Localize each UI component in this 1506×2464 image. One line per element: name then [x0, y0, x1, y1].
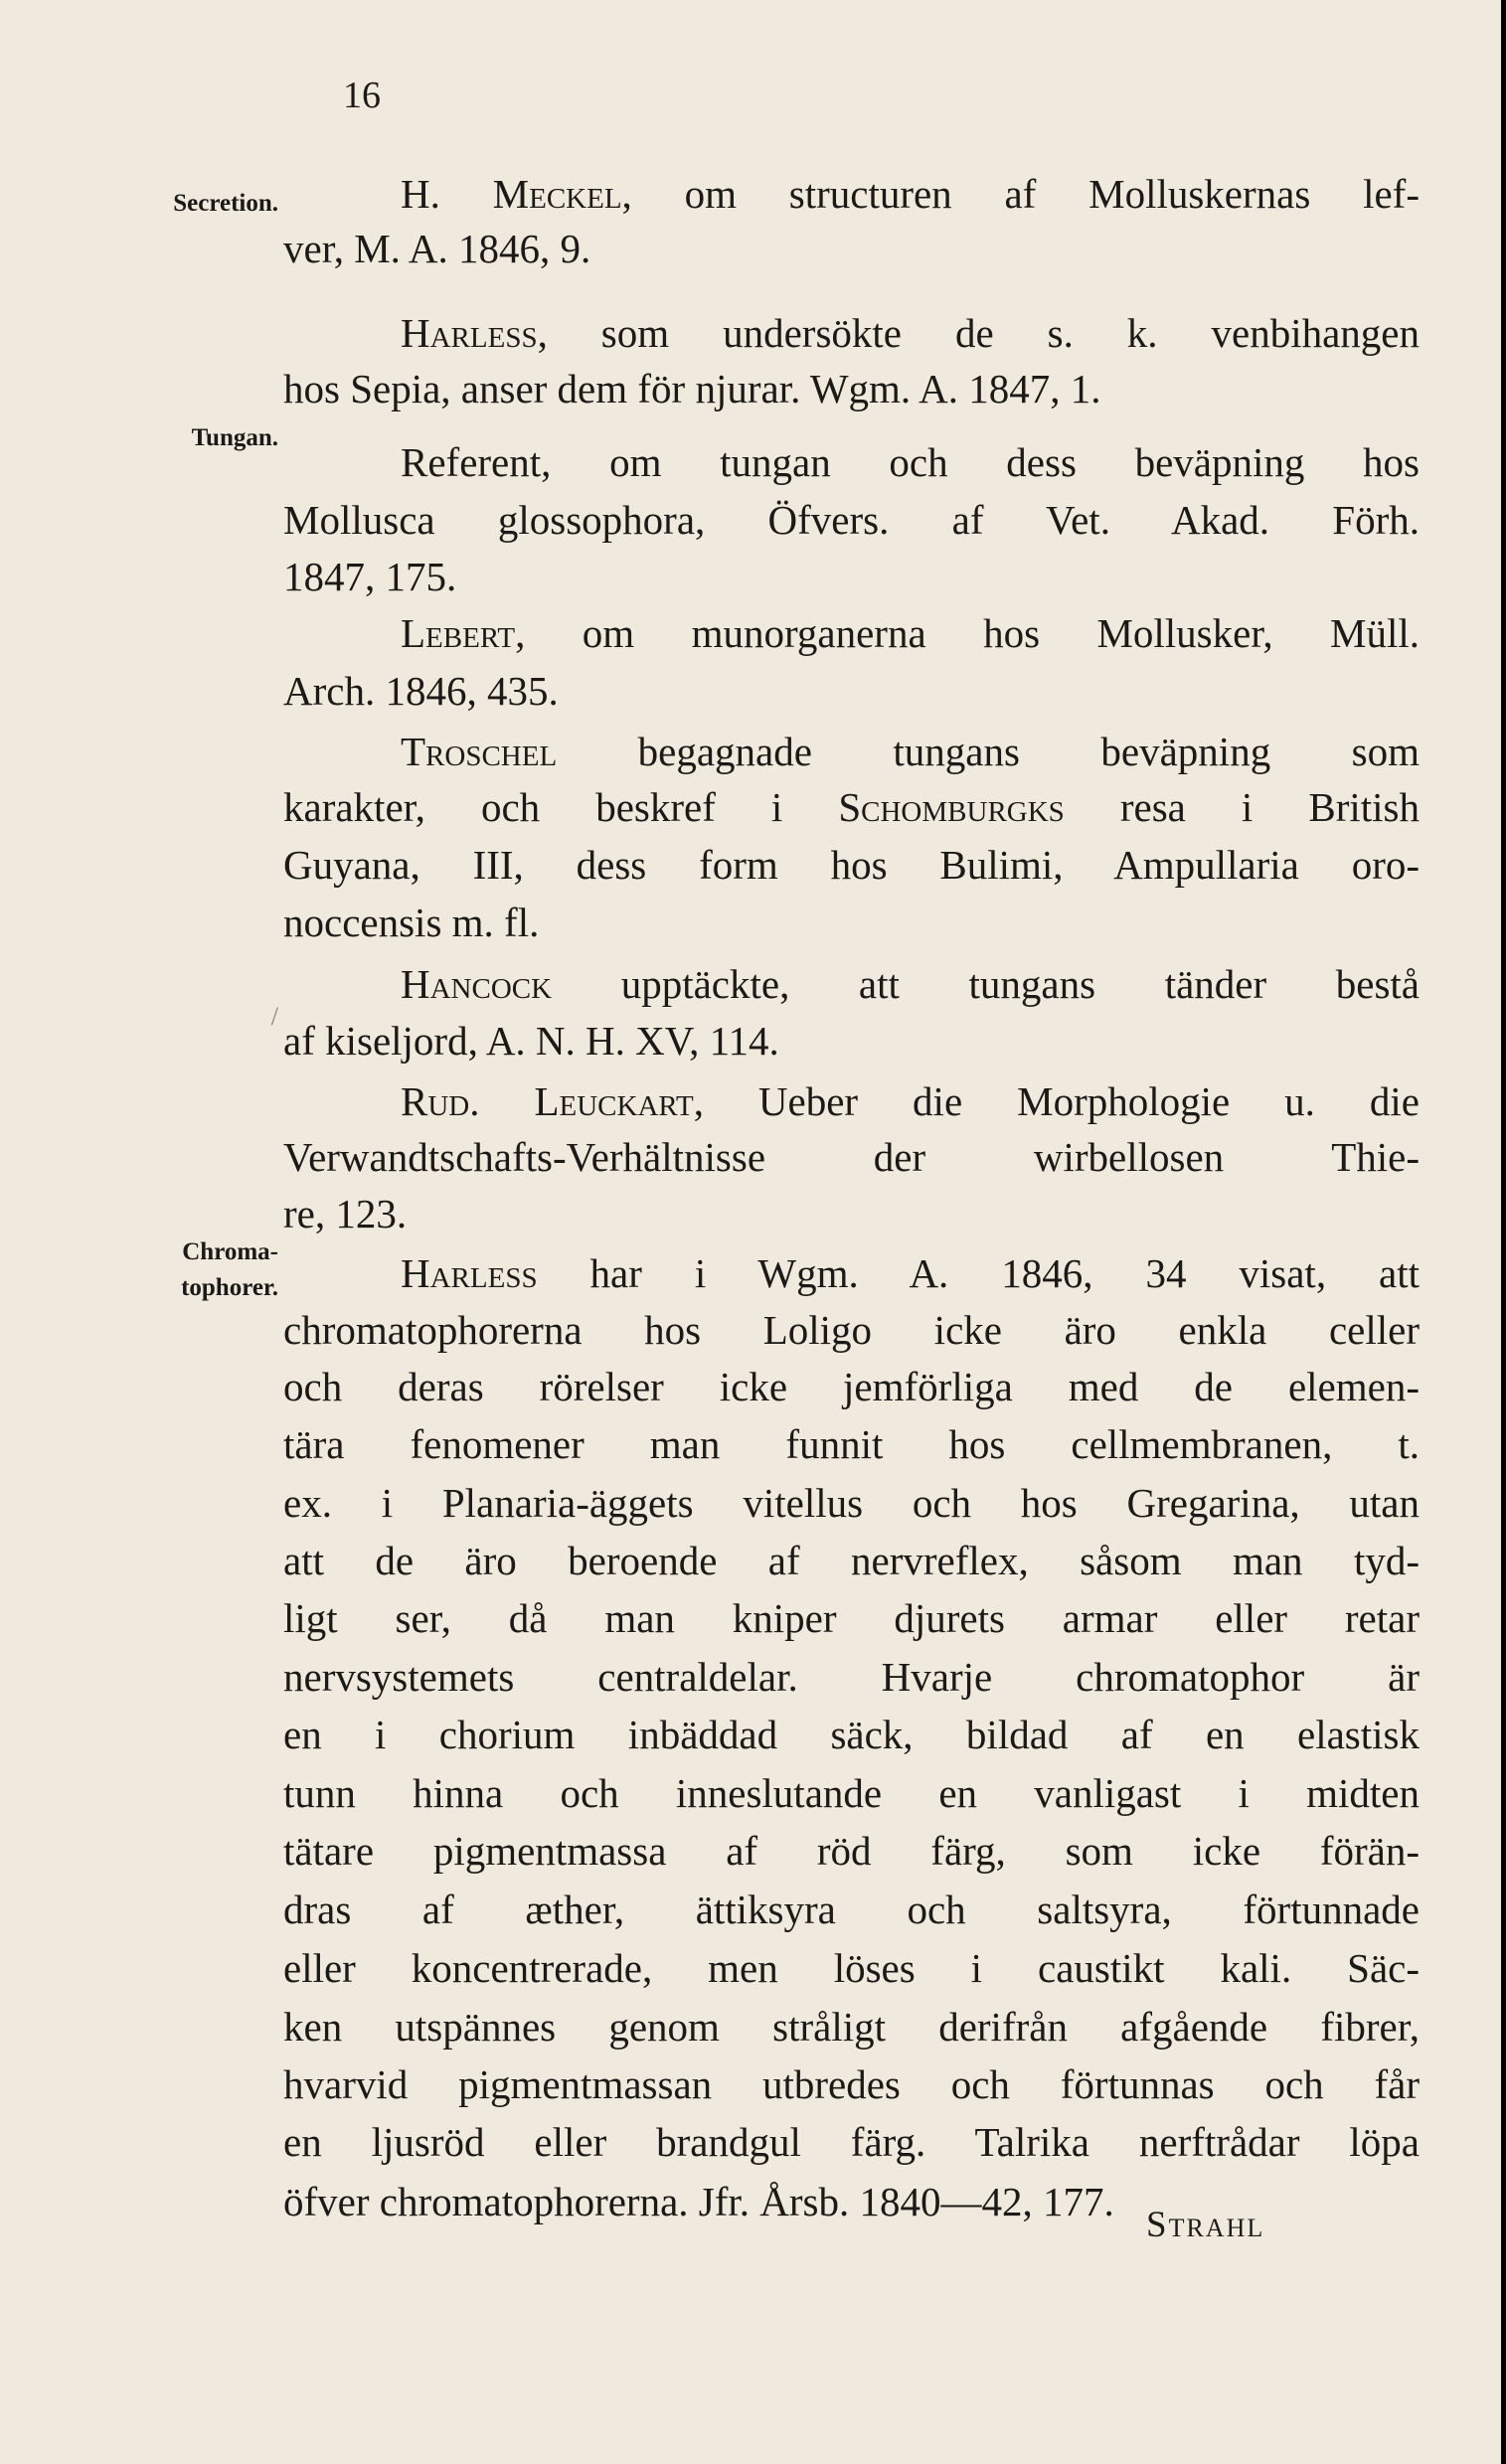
line-text: hos Sepia, anser dem för njurar. Wgm. A. 1847, 1.	[283, 366, 1101, 411]
author-name: Rud. Leuckart	[401, 1078, 694, 1124]
line-text-pre: karakter, och beskref i	[283, 784, 839, 830]
text-line	[283, 1943, 1420, 1993]
margin-note-tungan: Tungan.	[191, 424, 278, 451]
line-text: , som undersökte de s. k. venbihangen	[537, 310, 1420, 356]
margin-stroke-mark: /	[270, 1002, 278, 1031]
line-text: Guyana, III, dess form hos Bulimi, Ampullaria oro-	[283, 842, 1420, 888]
line-text: nervsystemets centraldelar. Hvarje chromatophor är	[283, 1654, 1420, 1700]
line-text: en ljusröd eller brandgul färg. Talrika nerftrådar löpa	[283, 2119, 1420, 2165]
text-line	[283, 782, 1420, 832]
text-line	[283, 552, 1420, 601]
text-line	[401, 1076, 1420, 1126]
page-number: 16	[343, 75, 381, 116]
text-line	[283, 1768, 1420, 1818]
text-line	[401, 169, 1420, 219]
text-line	[283, 1826, 1420, 1876]
line-text: , om munorganerna hos Mollusker, Müll.	[515, 610, 1420, 656]
line-text: Verwandtschafts-Verhältnisse der wirbellosen Thie-	[283, 1134, 1420, 1180]
text-line	[283, 1885, 1420, 1934]
line-text: 1847, 175.	[283, 554, 457, 599]
line-text: öfver chromatophorerna. Jfr. Årsb. 1840—42, 177.	[283, 2179, 1114, 2224]
line-text: upptäckte, att tungans tänder bestå	[552, 961, 1420, 1007]
line-text: , Ueber die Morphologie u. die	[693, 1078, 1420, 1124]
text-line	[283, 495, 1420, 545]
line-text: eller koncentrerade, men löses i caustikt kali. Säc-	[283, 1945, 1420, 1991]
line-text: ver, M. A. 1846, 9.	[283, 226, 591, 271]
text-line	[283, 364, 1420, 413]
signature: Strahl	[1146, 2205, 1265, 2245]
text-line	[283, 1478, 1420, 1528]
author-name: H. Meckel	[401, 171, 622, 217]
text-line	[283, 1362, 1420, 1411]
text-line	[283, 840, 1420, 890]
text-line	[283, 666, 1420, 716]
line-text: , om structuren af Molluskernas lef-	[621, 171, 1420, 217]
margin-note-chroma: Chroma-	[182, 1238, 278, 1265]
text-line	[283, 1132, 1420, 1182]
text-line	[283, 1189, 1420, 1238]
line-text: tätare pigmentmassa af röd färg, som icke förän-	[283, 1828, 1420, 1874]
author-name: Harless	[401, 310, 538, 356]
line-text: tunn hinna och inneslutande en vanligast i midten	[283, 1770, 1420, 1816]
line-text: att de äro beroende af nervreflex, såsom man tyd-	[283, 1538, 1420, 1583]
line-text: ken utspännes genom stråligt derifrån afgående fibrer,	[283, 2004, 1420, 2050]
text-line	[283, 224, 1420, 273]
text-line	[401, 959, 1420, 1009]
line-text: och deras rörelser icke jemförliga med de elemen-	[283, 1364, 1420, 1409]
line-text: Mollusca glossophora, Öfvers. af Vet. Akad. Förh.	[283, 497, 1420, 543]
line-text: af kiseljord, A. N. H. XV, 114.	[283, 1018, 779, 1064]
line-text: Arch. 1846, 435.	[283, 668, 559, 714]
line-text: Referent, om tungan och dess beväpning hos	[401, 439, 1420, 485]
margin-note-secretion: Secretion.	[173, 190, 278, 217]
author-name: Lebert	[401, 610, 516, 656]
author-name: Hancock	[401, 961, 553, 1007]
line-text: ex. i Planaria-äggets vitellus och hos Gregarina, utan	[283, 1480, 1420, 1526]
text-line	[283, 1710, 1420, 1759]
author-name: Harless	[401, 1250, 538, 1296]
author-name: Schomburgks	[838, 784, 1065, 830]
line-text: en i chorium inbäddad säck, bildad af en elastisk	[283, 1712, 1420, 1757]
text-line	[401, 437, 1420, 487]
line-text: ligt ser, då man kniper djurets armar eller retar	[283, 1595, 1420, 1641]
text-line	[283, 1419, 1420, 1469]
line-text: har i Wgm. A. 1846, 34 visat, att	[537, 1250, 1420, 1296]
text-line	[401, 608, 1420, 658]
text-line	[283, 1593, 1420, 1643]
text-line	[283, 1016, 1420, 1066]
line-text: re, 123.	[283, 1191, 408, 1236]
line-text: noccensis m. fl.	[283, 900, 540, 945]
line-text: hvarvid pigmentmassan utbredes och förtunnas och får	[283, 2061, 1420, 2107]
line-text: dras af æther, ättiksyra och saltsyra, förtunnade	[283, 1887, 1420, 1932]
text-line	[401, 727, 1420, 776]
text-line	[283, 2002, 1420, 2052]
line-text: tära fenomener man funnit hos cellmembranen, t.	[283, 1421, 1420, 1467]
text-line	[401, 1248, 1420, 1298]
text-line	[283, 1536, 1420, 1585]
text-line	[283, 898, 1420, 947]
text-line	[401, 308, 1420, 358]
line-text: begagnade tungans beväpning som	[557, 729, 1420, 774]
text-line	[283, 1305, 1420, 1355]
text-line	[283, 2059, 1420, 2109]
text-line	[283, 1652, 1420, 1702]
author-name: Troschel	[401, 729, 558, 774]
line-text: resa i British	[1064, 784, 1420, 830]
line-text: chromatophorerna hos Loligo icke äro enkla celler	[283, 1307, 1420, 1353]
margin-note-tophorer: tophorer.	[181, 1274, 278, 1301]
text-line	[283, 2117, 1420, 2167]
